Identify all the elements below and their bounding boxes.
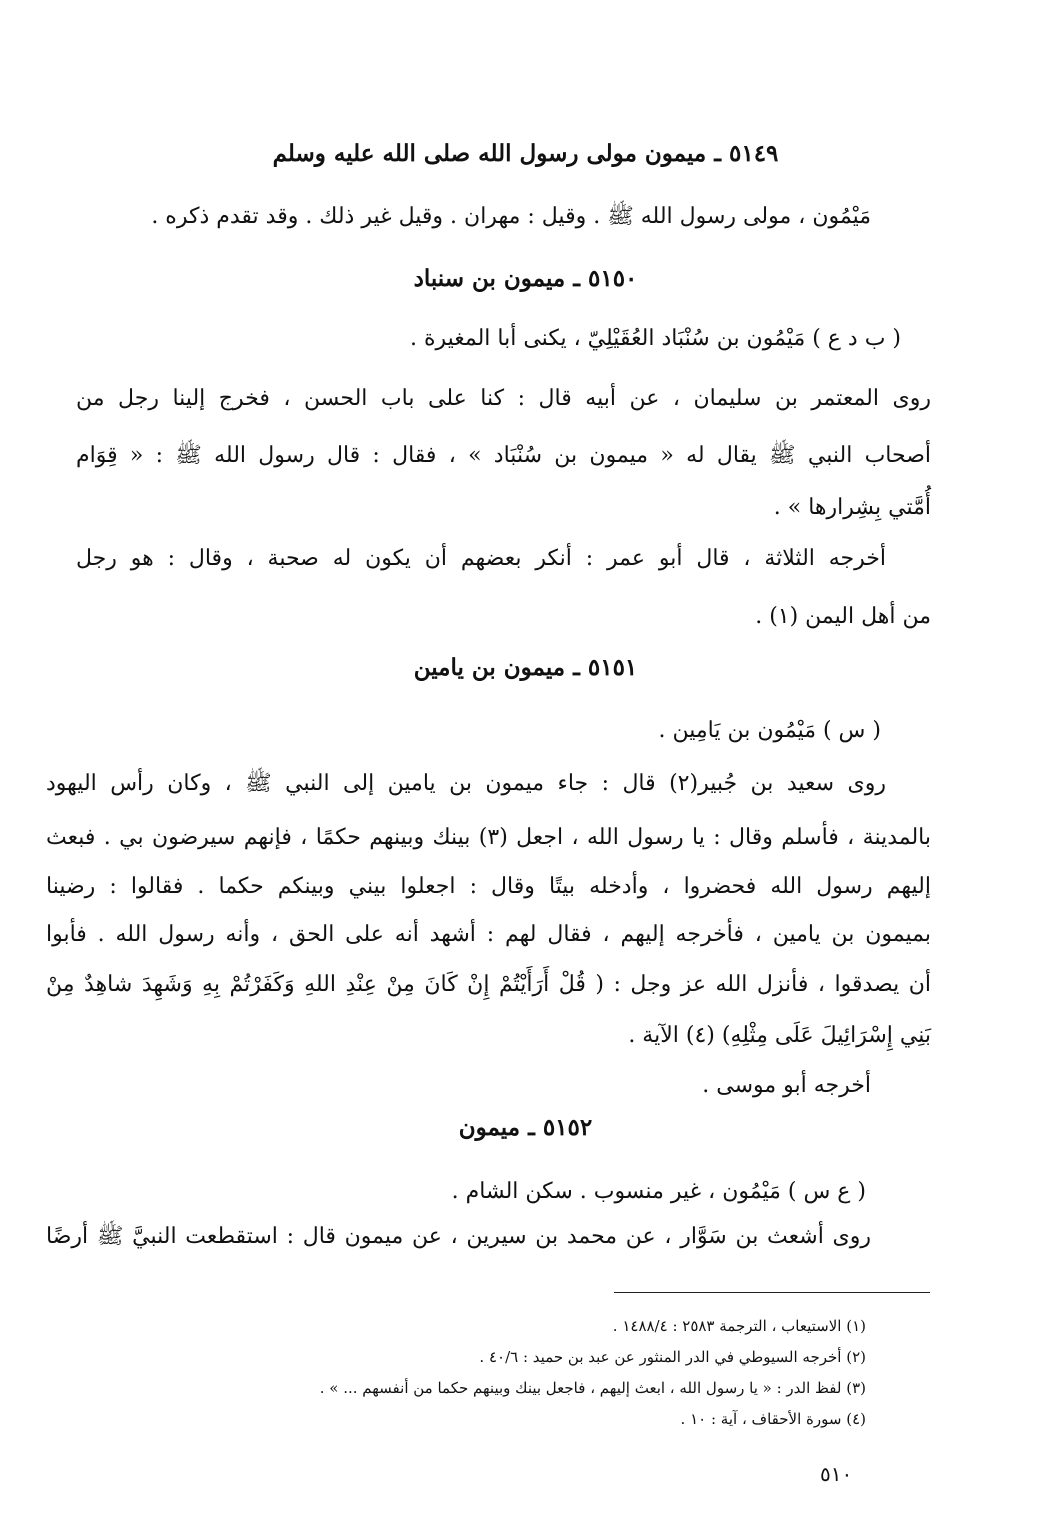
entry-heading-5152: ٥١٥٢ ـ ميمون <box>458 1114 593 1141</box>
entry-5151-line-7: بَنِي إِسْرَائِيلَ عَلَى مِثْلِهِ) (٤) الآية . <box>628 1023 931 1048</box>
entry-5151-line-4: إليهم رسول الله فحضروا ، وأدخله بيتًا وقال : اجعلوا بيني وبينكم حكما . فقالوا : رضينا <box>46 874 931 899</box>
entry-heading-5149: ٥١٤٩ ـ ميمون مولى رسول الله صلى الله عليه وسلم <box>272 140 779 167</box>
footnote-1: (١) الاستيعاب ، الترجمة ٢٥٨٣ : ١٤٨٨/٤ . <box>612 1317 866 1335</box>
page-number: ٥١٠ <box>820 1462 853 1486</box>
entry-5152-line-2: روى أشعث بن سَوَّار ، عن محمد بن سيرين ، عن ميمون قال : استقطعت النبيَّ ﷺ أرضًا <box>46 1224 871 1249</box>
entry-5150-line-6: من أهل اليمن (١) . <box>755 604 931 629</box>
entry-5150-line-1: ( ب د ع ) مَيْمُون بن سُنْبَاد العُقَيْلِيّ ، يكنى أبا المغيرة . <box>409 326 901 351</box>
entry-5151-line-1: ( س ) مَيْمُون بن يَامِين . <box>658 718 881 743</box>
entry-heading-5151: ٥١٥١ ـ ميمون بن يامين <box>413 654 638 681</box>
footnote-4: (٤) سورة الأحقاف ، آية : ١٠ . <box>680 1410 866 1428</box>
entry-5151-line-6: أن يصدقوا ، فأنزل الله عز وجل : ( قُلْ أَرَأَيْتُمْ إِنْ كَانَ مِنْ عِنْدِ اللهِ وَكَفَرْتُمْ بِهِ وَشَهِدَ شاهِدٌ مِنْ <box>46 972 931 997</box>
entry-5149-line-1: مَيْمُون ، مولى رسول الله ﷺ . وقيل : مهران . وقيل غير ذلك . وقد تقدم ذكره . <box>151 204 871 229</box>
entry-5150-line-5: أخرجه الثلاثة ، قال أبو عمر : أنكر بعضهم أن يكون له صحبة ، وقال : هو رجل <box>76 546 886 571</box>
entry-5151-line-2: روى سعيد بن جُبير(٢) قال : جاء ميمون بن يامين إلى النبي ﷺ ، وكان رأس اليهود <box>46 771 886 796</box>
entry-heading-5150: ٥١٥٠ ـ ميمون بن سنباد <box>413 265 638 292</box>
entry-5150-line-2: روى المعتمر بن سليمان ، عن أبيه قال : كنا على باب الحسن ، فخرج إلينا رجل من <box>76 386 931 411</box>
footnote-2: (٢) أخرجه السيوطي في الدر المنثور عن عبد بن حميد : ٤٠/٦ . <box>479 1348 866 1366</box>
entry-5151-line-8: أخرجه أبو موسى . <box>702 1073 871 1098</box>
entry-5151-line-5: بميمون بن يامين ، فأخرجه إليهم ، فقال لهم : أشهد أنه على الحق ، وأنه رسول الله . فأبوا <box>46 922 931 947</box>
entry-5151-line-3: بالمدينة ، فأسلم وقال : يا رسول الله ، اجعل (٣) بينك وبينهم حكمًا ، فإنهم سيرضون بي . فبعث <box>46 825 932 850</box>
entry-5150-line-4: أُمَّتي بِشِرارها » . <box>773 495 931 520</box>
footnote-separator <box>614 1292 930 1293</box>
footnote-3: (٣) لفظ الدر : « يا رسول الله ، ابعث إليهم ، فاجعل بينك وبينهم حكما من أنفسهم ... » . <box>319 1379 866 1397</box>
entry-5152-line-1: ( ع س ) مَيْمُون ، غير منسوب . سكن الشام . <box>451 1179 866 1204</box>
entry-5150-line-3: أصحاب النبي ﷺ يقال له « ميمون بن سُنْبَاد » ، فقال : قال رسول الله ﷺ : « قِوَام <box>76 443 931 468</box>
